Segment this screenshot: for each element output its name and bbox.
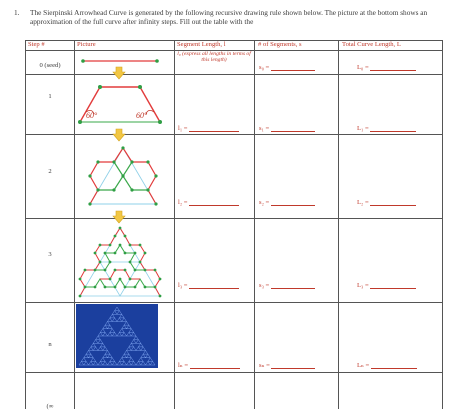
step-label: (∞ [46, 403, 54, 410]
seed-length-note: l₀ (express all lengths in terms of this length) [177, 51, 251, 64]
answer-blank[interactable]: L₀ = [357, 63, 416, 71]
sierpinski-fractal-image [76, 304, 158, 368]
answer-blank[interactable]: lₙ = [178, 361, 240, 369]
step-label: 0 (seed) [39, 62, 61, 69]
step-label: n [48, 341, 52, 348]
question-body: The Sierpinski Arrowhead Curve is generated by the following recursive drawing rule shown below. The picture at the bottom shows an approximation of the full curve after infinity steps. Fill out the table with the [30, 8, 428, 27]
angle-label: 60° [136, 111, 148, 120]
step3-curve-figure [78, 226, 162, 298]
table-col-divider [174, 40, 175, 409]
answer-blank[interactable]: L₁ = [357, 124, 416, 132]
down-arrow-icon [112, 210, 126, 224]
table-row-divider [25, 134, 443, 135]
table-row-divider [25, 372, 443, 373]
step-label: 1 [48, 93, 52, 100]
table-col-divider [338, 40, 339, 409]
answer-blank[interactable]: Lₙ = [357, 361, 417, 369]
answer-blank[interactable]: sₙ = [259, 361, 315, 369]
down-arrow-icon [112, 66, 126, 80]
down-arrow-icon [112, 128, 126, 142]
header-num-segments: # of Segments, s [258, 41, 302, 48]
step2-curve-figure [88, 146, 158, 208]
step1-curve-figure [76, 82, 166, 128]
header-segment-length: Segment Length, l [177, 41, 226, 48]
table-border-right [442, 40, 443, 409]
answer-blank[interactable]: l₁ = [178, 124, 239, 132]
header-step: Step # [28, 41, 45, 48]
answer-blank[interactable]: s₁ = [259, 124, 315, 132]
table-col-divider [254, 40, 255, 409]
angle-label: 60° [86, 111, 98, 120]
answer-blank[interactable]: s₀ = [259, 63, 315, 71]
step-label: 3 [48, 251, 52, 258]
seed-segment-figure [80, 57, 160, 65]
answer-blank[interactable]: L₂ = [357, 198, 416, 206]
table-row-divider [25, 302, 443, 303]
table-row-divider [25, 218, 443, 219]
step-label: 2 [48, 168, 52, 175]
question-number: 1. [14, 8, 20, 17]
answer-blank[interactable]: s₃ = [259, 281, 315, 289]
header-total-length: Total Curve Length, L [342, 41, 401, 48]
header-picture: Picture [77, 41, 96, 48]
table-row-divider [25, 74, 443, 75]
answer-blank[interactable]: l₃ = [178, 281, 239, 289]
answer-blank[interactable]: s₂ = [259, 198, 315, 206]
answer-blank[interactable]: l₂ = [178, 198, 239, 206]
answer-blank[interactable]: L₃ = [357, 281, 416, 289]
